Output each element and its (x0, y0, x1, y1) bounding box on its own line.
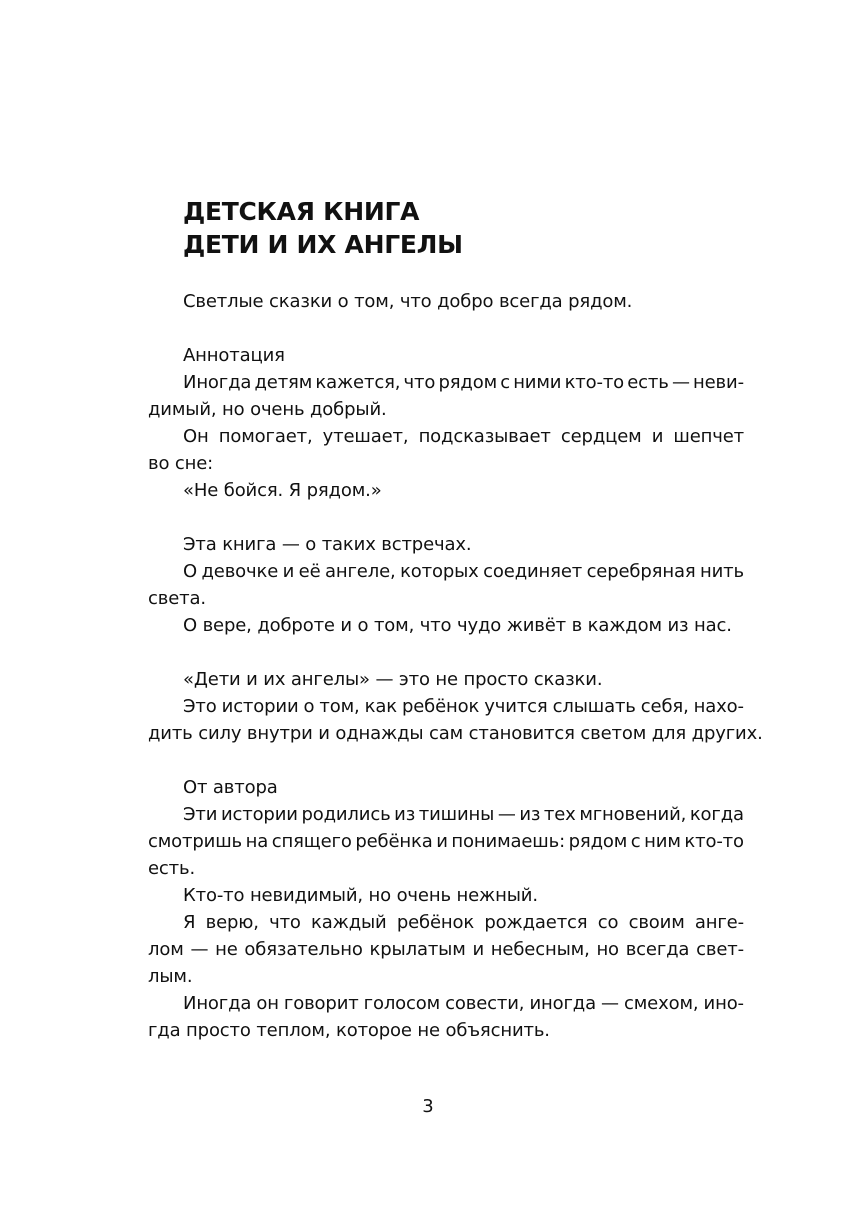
title-line-2: ДЕТИ И ИХ АНГЕЛЫ (183, 230, 463, 259)
about-book-line: О вере, доброте и о том, что чудо живёт в каждом из нас. (183, 615, 732, 636)
annotation-heading: Аннотация (183, 345, 285, 366)
subtitle: Светлые сказки о том, что добро всегда рядом. (183, 291, 633, 312)
from-author-line: Кто-то невидимый, но очень нежный. (183, 885, 538, 906)
from-author-line: лым. (148, 966, 193, 987)
from-author-line: есть. (148, 858, 196, 879)
about-book-line: Эта книга — о таких встречах. (183, 534, 472, 555)
from-author-line: лом — не обязательно крылатым и небесным, но всегда свет- (148, 939, 744, 960)
not-just-tales-line: Это истории о том, как ребёнок учится слышать себя, нахо- (183, 696, 744, 717)
from-author-heading: От автора (183, 777, 278, 798)
annotation-line: во сне: (148, 453, 214, 474)
from-author-line: гда просто теплом, которое не объяснить. (148, 1020, 550, 1041)
annotation-line: «Не бойся. Я рядом.» (183, 480, 382, 501)
from-author-line: Я верю, что каждый ребёнок рождается со своим анге- (183, 912, 744, 933)
not-just-tales-line: «Дети и их ангелы» — это не просто сказки. (183, 669, 603, 690)
not-just-tales-line: дить силу внутри и однажды сам становится светом для других. (148, 723, 763, 744)
about-book-line: света. (148, 588, 206, 609)
about-book-line: О девочке и её ангеле, которых соединяет серебряная нить (183, 561, 744, 582)
page-title (183, 195, 463, 261)
from-author-line: Эти истории родились из тишины — из тех мгновений, когда (183, 804, 744, 825)
title-line-1: ДЕТСКАЯ КНИГА (183, 197, 420, 226)
from-author-line: Иногда он говорит голосом совести, иногда — смехом, ино- (183, 993, 744, 1014)
annotation-line: димый, но очень добрый. (148, 399, 387, 420)
annotation-line: Он помогает, утешает, подсказывает сердцем и шепчет (183, 426, 744, 447)
page-number: 3 (422, 1096, 434, 1117)
annotation-line: Иногда детям кажется, что рядом с ними кто-то есть — неви- (183, 372, 744, 393)
from-author-line: смотришь на спящего ребёнка и понимаешь: рядом с ним кто-то (148, 831, 744, 852)
